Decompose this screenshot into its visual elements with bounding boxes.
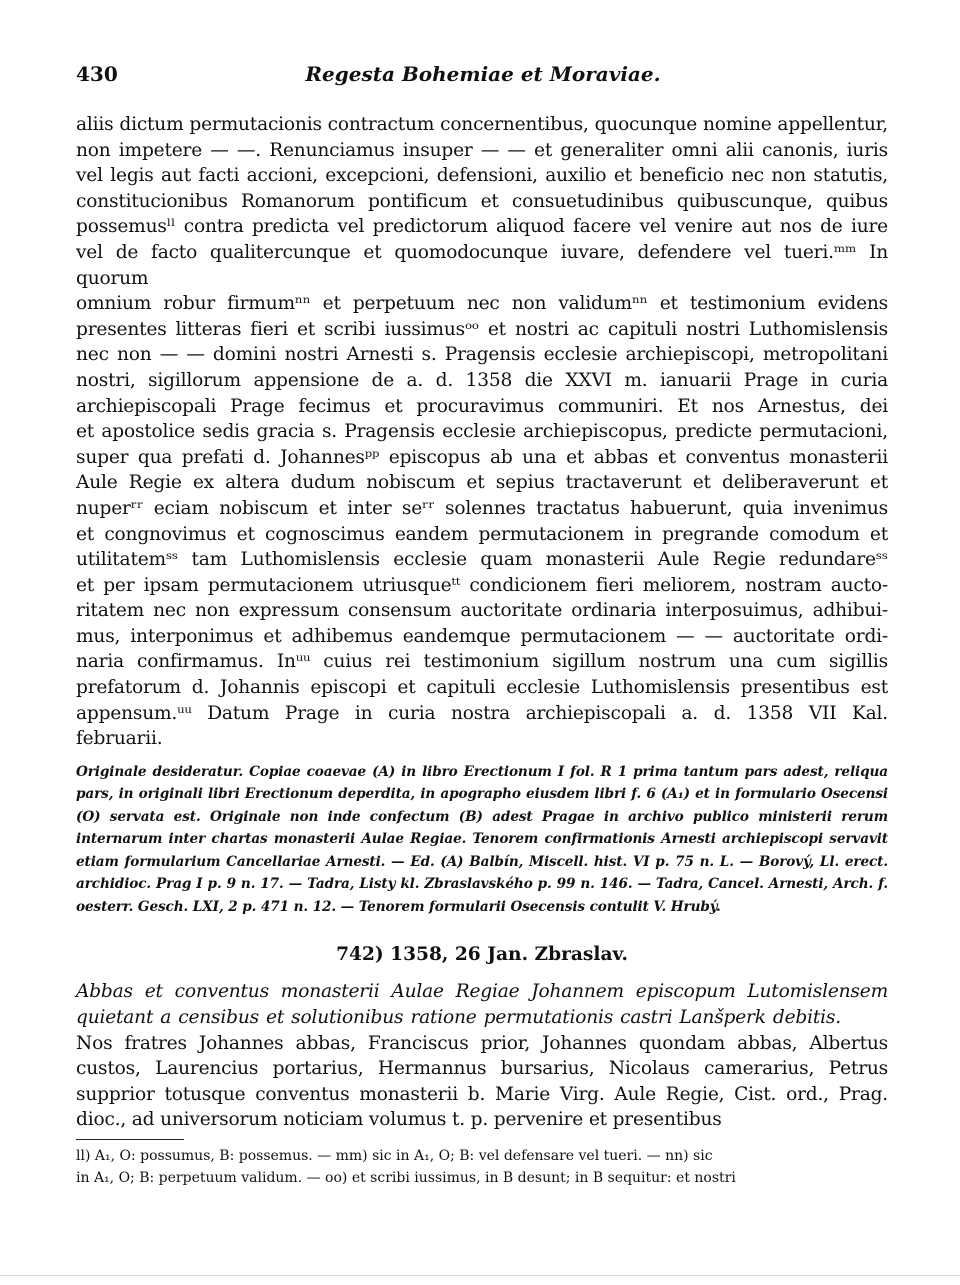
document-heading: 742) 1358, 26 Jan. Zbraslav. bbox=[336, 944, 628, 966]
page-number: 430 bbox=[76, 62, 118, 86]
text-line: omnium robur firmumⁿⁿ et perpetuum nec non validumⁿⁿ et testimonium evidens bbox=[76, 293, 888, 315]
text-line: nostri, sigillorum appensione de a. d. 1358 die XXVI m. ianuarii Prage in curia bbox=[76, 369, 888, 391]
text-line: naria confirmamus. Inᵘᵘ cuius rei testimonium sigillum nostrum una cum sigillis bbox=[76, 651, 888, 673]
document-regest bbox=[76, 979, 888, 1133]
page-body bbox=[76, 112, 888, 1190]
page-header bbox=[76, 62, 890, 90]
text-line: utilitatemˢˢ tam Luthomislensis ecclesie quam monasterii Aule Regie redundareˢˢ bbox=[76, 549, 888, 571]
text-line: et apostolice sedis gracia s. Pragensis ecclesie archiepiscopus, predicte permutacioni, bbox=[76, 421, 888, 443]
text-line: constitucionibus Romanorum pontificum et consuetudinibus quibuscunque, quibus bbox=[76, 190, 888, 212]
footnote-rule bbox=[76, 1139, 184, 1140]
charter-text bbox=[76, 112, 888, 752]
text-line: nec non — — domini nostri Arnesti s. Pragensis ecclesie archiepiscopi, metropolitani bbox=[76, 344, 888, 366]
text-line: archiepiscopali Prage fecimus et procuravimus communiri. Et nos Arnestus, dei bbox=[76, 395, 888, 417]
footnote-line-1: ll) A₁, O: possumus, B: possemus. — mm) sic in A₁, O; B: vel defensare vel tueri. — nn) sic bbox=[76, 1147, 713, 1164]
text-line: Aule Regie ex altera dudum nobiscum et sepius tractaverunt et deliberaverunt et bbox=[76, 472, 888, 494]
text-line: vel de facto qualitercunque et quomodocunque iuvare, defendere vel tueri.ᵐᵐ In quorum bbox=[76, 241, 888, 289]
running-title: Regesta Bohemiae et Moraviae. bbox=[305, 62, 661, 86]
regest-summary: Abbas et conventus monasterii Aulae Regiae Johannem episcopum Lutomislensem quietant a censibus et solutionibus ratione permutationis castri Lanšperk debitis. bbox=[76, 981, 888, 1028]
text-line: super qua prefati d. Johannesᵖᵖ episcopus ab una et abbas et conventus monasterii bbox=[76, 446, 888, 468]
scan-edge bbox=[0, 1275, 960, 1276]
text-line: aliis dictum permutacionis contractum concernentibus, quocunque nomine appellentur, bbox=[76, 114, 888, 135]
source-note: Originale desideratur. Copiae coaevae (A) in libro Erectionum I fol. R 1 prima tantum pars adest, reliqua pars, in originali libri Erectionum deperdita, in apographo eiusdem libri f. 6 (A₁) et in formulario Osecensi (O) servata est. Originale non inde confectum (B) adest Pragae in archivo publico ministerii rerum internarum inter chartas monasterii Aulae Regiae. Tenorem confirmationis Arnesti archiepiscopi servavit etiam formularium Cancellariae Arnesti. — Ed. (A) Balbín, Miscell. hist. VI p. 75 n. L. — Borový, Ll. erect. archidioc. Prag I p. 9 n. 17. — Tadra, Listy kl. Zbraslavského p. 99 n. 146. — Tadra, Cancel. Arnesti, Arch. f. oesterr. Gesch. LXI, 2 p. 471 n. 12. — Tenorem formularii Osecensis contulit V. Hrubý. bbox=[76, 763, 888, 915]
text-line: et per ipsam permutacionem utriusqueᵗᵗ condicionem fieri meliorem, nostram aucto- bbox=[76, 574, 888, 596]
text-line: mus, interponimus et adhibemus eandemque permutacionem — — auctoritate ordi- bbox=[76, 625, 888, 647]
text-line: vel legis aut facti accioni, excepcioni, defensioni, auxilio et beneficio nec non statutis, bbox=[76, 165, 888, 187]
document-text: Nos fratres Johannes abbas, Franciscus prior, Johannes quondam abbas, Albertus custos, Laurencius portarius, Hermannus bursarius, Nicolaus camerarius, Petrus supprior totusque conventus monasterii b. Marie Virg. Aule Regie, Cist. ord., Prag. dioc., ad universorum noticiam volumus t. p. pervenire et presentibus bbox=[76, 1032, 888, 1131]
footnote-line-2: in A₁, O; B: perpetuum validum. — oo) et scribi iussimus, in B desunt; in B sequitur: et nostri bbox=[76, 1170, 736, 1187]
text-line: et congnovimus et cognoscimus eandem permutacionem in pregrande comodum et bbox=[76, 523, 888, 545]
text-line: nuperʳʳ eciam nobiscum et inter seʳʳ solennes tractatus habuerunt, quia invenimus bbox=[76, 497, 888, 519]
text-line: prefatorum d. Johannis episcopi et capituli ecclesie Luthomislensis presentibus est bbox=[76, 677, 888, 699]
text-line: appensum.ᵘᵘ Datum Prage in curia nostra archiepiscopali a. d. 1358 VII Kal. bbox=[76, 702, 888, 724]
text-line: ritatem nec non expressum consensum auctoritate ordinaria interposuimus, adhibui- bbox=[76, 600, 888, 622]
text-line: presentes litteras fieri et scribi iussimusᵒᵒ et nostri ac capituli nostri Luthomislensis bbox=[76, 318, 888, 340]
text-line: non impetere — —. Renunciamus insuper — — et generaliter omni alii canonis, iuris bbox=[76, 139, 888, 161]
text-line: februarii. bbox=[76, 728, 163, 750]
text-line: possemusˡˡ contra predicta vel predictorum aliquod facere vel venire aut nos de iure bbox=[76, 216, 888, 238]
